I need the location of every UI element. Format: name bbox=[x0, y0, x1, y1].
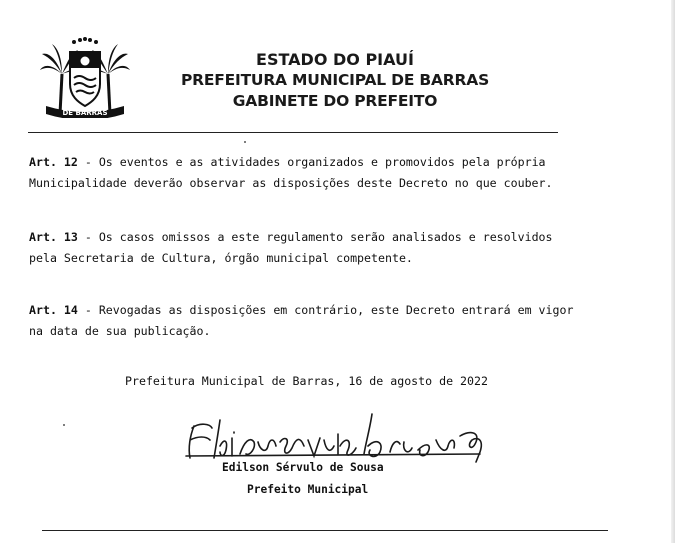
article-12 bbox=[29, 152, 614, 194]
article-line bbox=[29, 227, 614, 248]
article-14 bbox=[29, 300, 614, 342]
article-text: - Os eventos e as atividades organizados e promovidos pela própria bbox=[77, 155, 546, 169]
article-label: Art. 12 bbox=[29, 155, 78, 169]
signer-name: Edilson Sérvulo de Sousa bbox=[222, 461, 384, 474]
article-text: - Os casos omissos a este regulamento serão analisados e resolvidos bbox=[77, 230, 553, 244]
crest-banner-text: DE BARRAS bbox=[62, 109, 108, 117]
article-label: Art. 13 bbox=[29, 230, 78, 244]
letterhead-state: ESTADO DO PIAUÍ bbox=[256, 50, 414, 69]
crest-banner bbox=[38, 34, 132, 118]
letterhead-municipality: PREFEITURA MUNICIPAL DE BARRAS bbox=[180, 71, 490, 89]
article-line bbox=[29, 152, 614, 173]
footer-divider bbox=[42, 530, 608, 531]
signer-role: Prefeito Municipal bbox=[247, 483, 369, 496]
letterhead-office: GABINETE DO PREFEITO bbox=[232, 92, 438, 110]
article-text: pela Secretaria de Cultura, órgão municipal competente. bbox=[29, 251, 413, 265]
scan-speck bbox=[63, 424, 65, 426]
dateline: Prefeitura Municipal de Barras, 16 de agosto de 2022 bbox=[125, 374, 488, 388]
letterhead bbox=[160, 50, 510, 112]
article-label: Art. 14 bbox=[29, 303, 78, 317]
article-text: - Revogadas as disposições em contrário, este Decreto entrará em vigor bbox=[77, 303, 574, 317]
scan-speck bbox=[244, 141, 246, 143]
handwritten-signature bbox=[180, 406, 500, 466]
page-edge-shadow bbox=[671, 0, 675, 543]
article-line bbox=[29, 300, 614, 321]
article-text: Municipalidade deverão observar as disposições deste Decreto no que couber. bbox=[29, 176, 553, 190]
header-divider bbox=[28, 132, 558, 133]
article-text: na data de sua publicação. bbox=[29, 324, 211, 338]
article-13 bbox=[29, 227, 614, 269]
